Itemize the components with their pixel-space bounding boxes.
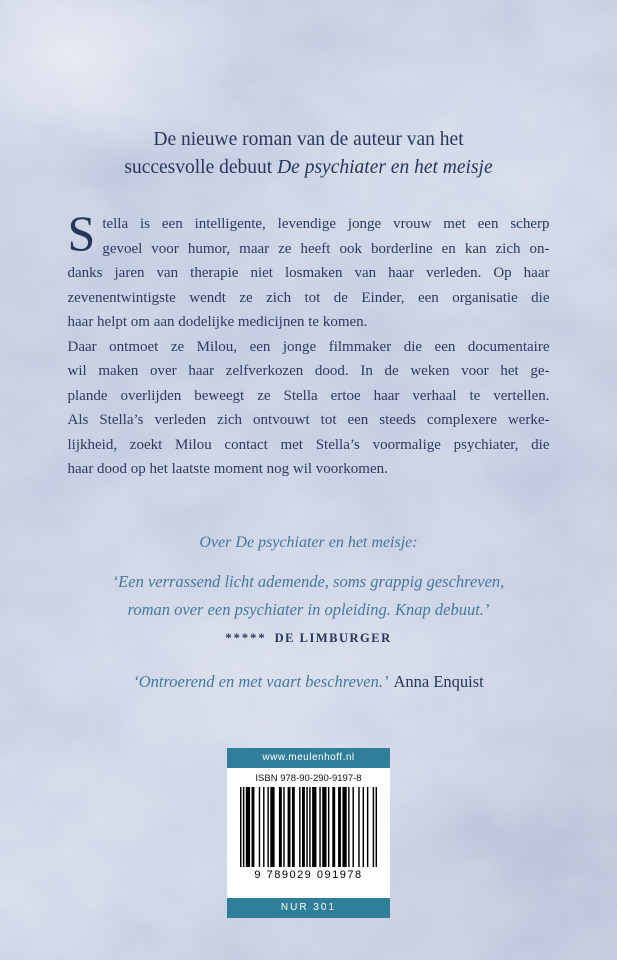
synopsis-line: Daar ontmoet ze Milou, een jonge filmmaker die een documentaire (67, 338, 550, 355)
isbn-label: ISBN 978-90-290-9197-8 (255, 772, 362, 784)
synopsis-line: lijkheid, zoekt Milou contact met Stella’s voormalige psychiater, die (67, 436, 550, 453)
synopsis-line: haar dood op het laatste moment nog wil voorkomen. (67, 461, 388, 477)
review-attribution-1 (0, 631, 617, 646)
review-quote-1 (0, 568, 617, 624)
synopsis-line: Als Stella’s verleden zich ontvouwt tot een steeds complexere werke- (67, 412, 550, 428)
synopsis-line: haar helpt om aan dodelijke medicijnen te komen. (67, 314, 368, 330)
reviews-heading: Over De psychiater en het meisje: (199, 533, 418, 551)
header-line-2-regular: succesvolle debuut (124, 157, 278, 178)
synopsis-line: plande overlijden beweegt ze Stella ertoe haar verhaal te vertellen. (67, 387, 550, 404)
nur-code: NUR 301 (227, 898, 390, 918)
header-line-2 (0, 154, 617, 182)
synopsis-line: zevenentwintigste wendt ze zich tot de Einder, een organisatie die (67, 289, 550, 306)
synopsis-line: danks jaren van therapie niet losmaken van haar verleden. Op haar (67, 265, 550, 281)
synopsis-line: gevoel voor humor, maar ze heeft ook borderline en kan zich on- (102, 240, 550, 257)
quote-line: roman over een psychiater in opleiding. Knap debuut.’ (127, 599, 490, 619)
star-rating: ***** (225, 630, 267, 645)
synopsis-line: wil maken over haar zelfverkozen dood. In de weken voor het ge- (67, 363, 550, 379)
review-source-name: Anna Enquist (393, 671, 484, 691)
barcode-digits: 9 789029 091978 (254, 868, 363, 881)
cover-header (0, 126, 617, 182)
review-source-name: DE LIMBURGER (274, 630, 392, 645)
synopsis (67, 205, 550, 482)
synopsis-line: tella is een intelligente, levendige jonge vrouw met een scherp (102, 216, 550, 232)
review-quote-2 (0, 672, 617, 692)
barcode-box (227, 748, 390, 918)
ean-barcode-bars (240, 787, 377, 867)
quote-line: ‘Een verrassend licht ademende, soms grappig geschreven, (112, 571, 505, 591)
header-line-2-book-title: De psychiater en het meisje (277, 157, 493, 178)
quote-text: ‘Ontroerend en met vaart beschreven.’ (133, 671, 389, 691)
header-line-1: De nieuwe roman van de auteur van het (153, 129, 464, 150)
ean-barcode (240, 787, 377, 867)
publisher-website: www.meulenhoff.nl (227, 748, 390, 768)
dropcap: S (67, 205, 96, 261)
